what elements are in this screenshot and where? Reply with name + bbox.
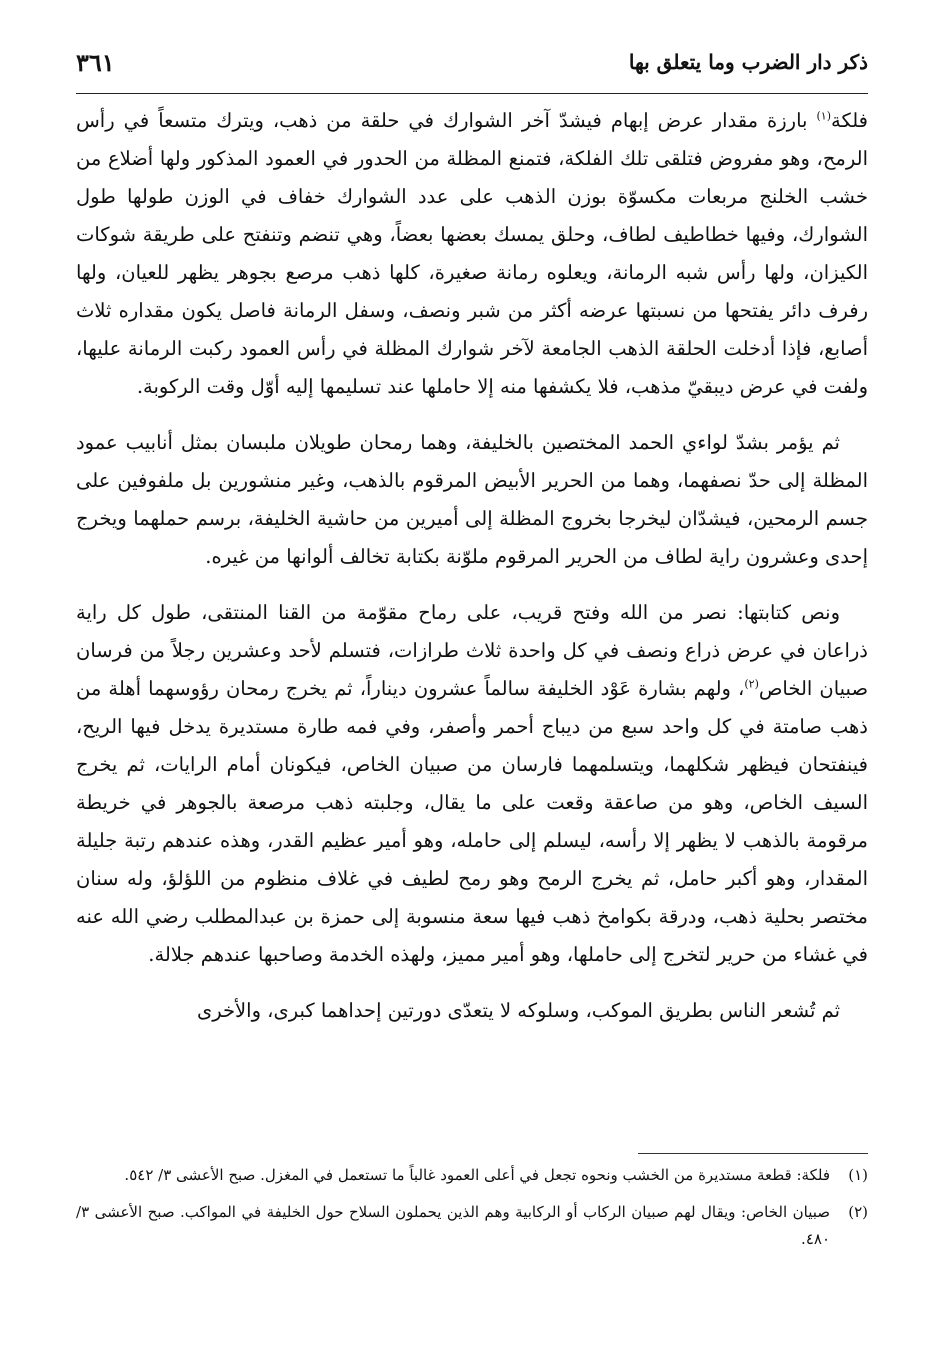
paragraph bbox=[76, 102, 868, 406]
footnotes bbox=[76, 1162, 868, 1263]
footnote-number: (٢) bbox=[848, 1203, 868, 1221]
footnote-text: صبيان الخاص: ويقال لهم صبيان الركاب أو الركابية وهم الذين يحملون السلاح حول الخليفة في المواكب. صبح الأعشى ٣/ ٤٨٠. bbox=[76, 1203, 830, 1248]
header-rule bbox=[76, 93, 868, 94]
page-header bbox=[76, 50, 868, 90]
footnote-rule bbox=[638, 1153, 868, 1154]
footnote-number: (١) bbox=[848, 1166, 868, 1184]
footnote-marker: (٢) bbox=[744, 677, 759, 691]
footnote-marker: (١) bbox=[816, 109, 831, 123]
paragraph-text: فلكة bbox=[831, 109, 869, 132]
paragraph-text: ثم تُشعر الناس بطريق الموكب، وسلوكه لا يتعدّى دورتين إحداهما كبرى، والأخرى bbox=[196, 999, 840, 1022]
book-page bbox=[76, 40, 868, 1340]
page-number: ٣٦١ bbox=[76, 48, 115, 77]
paragraph-text: ، ولهم بشارة عَوْد الخليفة سالماً عشرون ديناراً، ثم يخرج رمحان رؤوسهما أهلة من ذهب صامتة في كل واحد سبع من ديباج أحمر وأصفر، وفي فمه طارة مستديرة يدخل فيها الريح، فينفتحان فيظهر شكلهما، ويتسلمهما فارسان من صبيان الخاص، فيكونان أمام الرايات، ثم يخرج السيف الخاص، وهو من صاعقة وقعت على ما يقال، وجلبته ذهب مرصعة بالجوهر في خريطة مرقومة بالذهب لا يظهر إلا رأسه، ليسلم إلى حامله، وهو أمير عظيم القدر، وهذه عندهم رتبة جليلة المقدار، وهو أكبر حامل، ثم يخرج الرمح وهو رمح لطيف في غلاف منظوم من اللؤلؤ، وله سنان مختصر بحلية ذهب، ودرقة بكوامخ ذهب فيها سعة منسوبة إلى حمزة بن عبدالمطلب رضي الله عنه في غشاء من حرير لتخرج إلى حاملها، وهو أمير مميز، ولهذه الخدمة وصاحبها عندهم جلالة. bbox=[76, 677, 868, 966]
paragraph bbox=[76, 424, 868, 576]
footnote bbox=[76, 1162, 868, 1189]
paragraph-text: ثم يؤمر بشدّ لواءي الحمد المختصين بالخليفة، وهما رمحان طويلان ملبسان بمثل أنابيب عمود المظلة إلى حدّ نصفهما، وهما من الحرير الأبيض المرقوم بالذهب، وغير منشورين بل ملفوفين على جسم الرمحين، فيشدّان ليخرجا بخروج المظلة إلى أميرين من حاشية الخليفة، برسم حملهما ويخرج إحدى وعشرون راية لطاف من الحرير المرقوم ملوّنة بكتابة تخالف ألوانها من غيره. bbox=[76, 431, 868, 568]
paragraph-text: ونص كتابتها: نصر من الله وفتح قريب، على رماح مقوّمة من القنا المنتقى، طول كل راية ذراعان في عرض ذراع ونصف في كل واحدة ثلاث طرازات، فتسلم لأحد وعشرين رجلاً من فرسان صبيان الخاص bbox=[76, 601, 868, 700]
main-text bbox=[76, 102, 868, 1048]
footnote bbox=[76, 1199, 868, 1253]
paragraph bbox=[76, 992, 868, 1030]
paragraph-text: بارزة مقدار عرض إبهام فيشدّ آخر الشوارك في حلقة من ذهب، ويترك متسعاً في رأس الرمح، وهو مفروض فتلقى تلك الفلكة، فتمنع المظلة من الحدور في العمود المذكور ولها أضلاع من خشب الخلنج مربعات مكسوّة بوزن الذهب على عدد الشوارك خفاف في الوزن طولها طول الشوارك، وفيها خطاطيف لطاف، وحلق يمسك بعضها بعضاً، وهي تنضم وتنفتح على طريقة شوكات الكيزان، ولها رأس شبه الرمانة، ويعلوه رمانة صغيرة، كلها ذهب مرصع بجوهر يظهر للعيان، ولها رفرف دائر يفتحها من نسبتها عرضه أكثر من شبر ونصف، وسفل الرمانة فاصل يكون مقداره ثلاث أصابع، فإذا أدخلت الحلقة الذهب الجامعة لآخر شوارك المظلة في رأس العمود ركبت الرمانة عليها، ولفت في عرض ديبقيّ مذهب، فلا يكشفها منه إلا حاملها عند تسليمها إليه أوّل وقت الركوبة. bbox=[76, 109, 868, 398]
paragraph bbox=[76, 594, 868, 974]
footnote-text: فلكة: قطعة مستديرة من الخشب ونحوه تجعل في أعلى العمود غالباً ما تستعمل في المغزل. صبح الأعشى ٣/ ٥٤٢. bbox=[124, 1166, 830, 1184]
running-title: ذكر دار الضرب وما يتعلق بها bbox=[628, 50, 868, 74]
